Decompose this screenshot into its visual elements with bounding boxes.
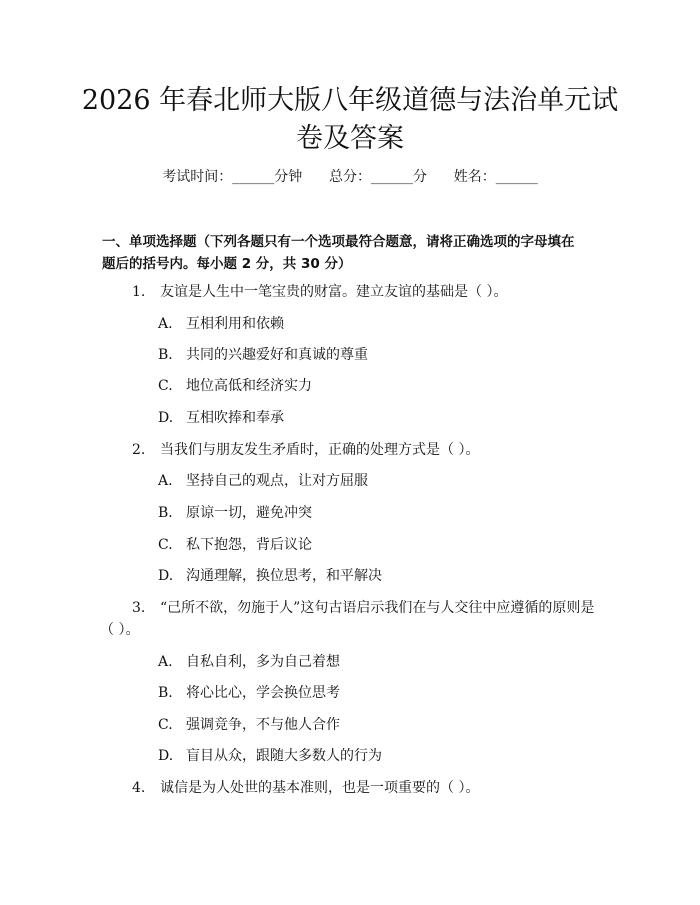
option-letter: A. xyxy=(158,473,173,489)
option-text: 原谅一切，避免冲突 xyxy=(186,505,312,521)
option-letter: C. xyxy=(158,717,173,733)
option-letter: A. xyxy=(158,654,173,670)
option-text: 沟通理解，换位思考，和平解决 xyxy=(186,568,382,584)
exam-meta-info: 考试时间：______分钟 总分：______分 姓名：______ xyxy=(162,169,538,185)
section-heading-line-1: 一、单项选择题（下列各题只有一个选项最符合题意，请将正确选项的字母填在 xyxy=(102,234,575,250)
option-letter: B. xyxy=(158,347,173,363)
option-letter: D. xyxy=(158,568,174,584)
option-letter: C. xyxy=(158,537,173,553)
option-text: 互相利用和依赖 xyxy=(186,316,284,332)
option-text: 将心比心，学会换位思考 xyxy=(186,685,340,701)
question-number: 3. xyxy=(132,600,146,616)
exam-title-line-1: 2026 年春北师大版八年级道德与法治单元试 xyxy=(81,85,619,116)
question-number: 2. xyxy=(132,442,146,458)
option-letter: B. xyxy=(158,685,173,701)
option-text: 共同的兴趣爱好和真诚的尊重 xyxy=(186,347,368,363)
question-text: 当我们与朋友发生矛盾时，正确的处理方式是（ ）。 xyxy=(160,442,480,458)
question-number: 1. xyxy=(132,284,146,300)
option-letter: D. xyxy=(158,410,174,426)
option-text: 地位高低和经济实力 xyxy=(186,378,312,394)
option-letter: D. xyxy=(158,748,174,764)
question-text-line-1: “己所不欲，勿施于人”这句古语启示我们在与人交往中应遵循的原则是 xyxy=(160,600,595,616)
option-letter: B. xyxy=(158,505,173,521)
section-heading-line-2: 题后的括号内。每小题 2 分，共 30 分） xyxy=(102,256,352,272)
question-text: 友谊是人生中一笔宝贵的财富。建立友谊的基础是（ ）。 xyxy=(160,284,508,300)
option-letter: C. xyxy=(158,378,173,394)
question-text-line-2: （ ）。 xyxy=(100,622,140,638)
exam-title-line-2: 卷及答案 xyxy=(296,123,404,154)
question-text: 诚信是为人处世的基本准则，也是一项重要的（ ）。 xyxy=(160,780,480,796)
option-text: 坚持自己的观点，让对方屈服 xyxy=(186,473,368,489)
option-text: 自私自利，多为自己着想 xyxy=(186,654,340,670)
question-number: 4. xyxy=(132,780,146,796)
option-text: 盲目从众，跟随大多数人的行为 xyxy=(186,748,382,764)
option-text: 强调竞争，不与他人合作 xyxy=(186,717,340,733)
option-letter: A. xyxy=(158,316,173,332)
option-text: 私下抱怨，背后议论 xyxy=(186,537,312,553)
option-text: 互相吹捧和奉承 xyxy=(186,410,284,426)
